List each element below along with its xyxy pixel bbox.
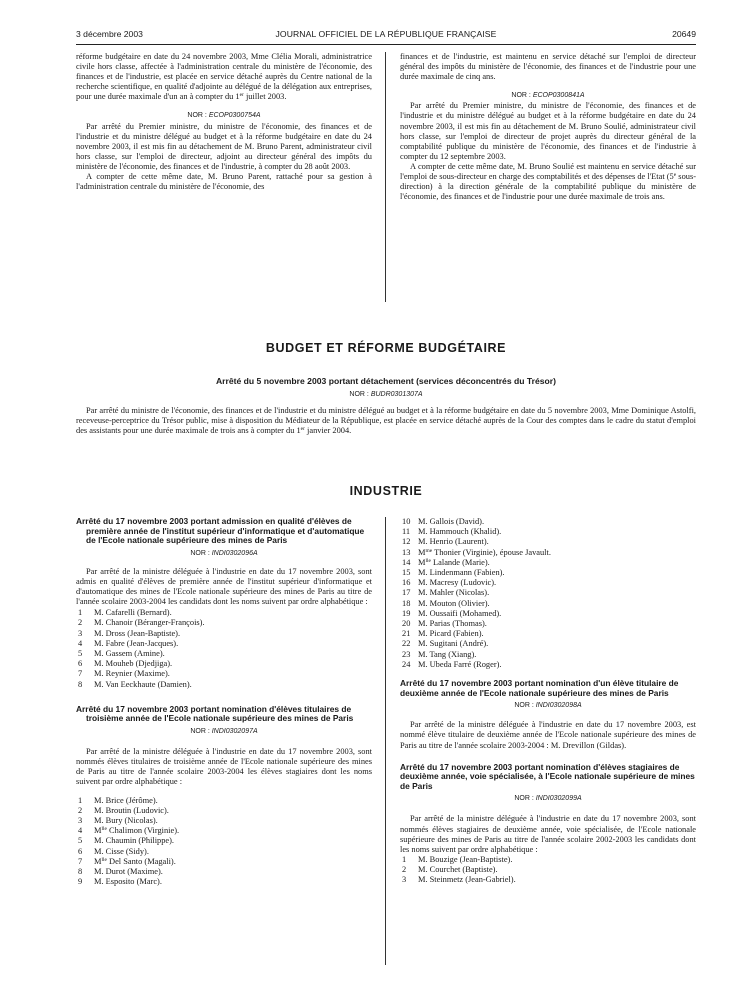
list-item-number: 1	[402, 854, 407, 864]
nor-reference: NOR : INDI0302099A	[514, 795, 582, 803]
list-item-name: M. Bury (Nicolas).	[94, 815, 158, 825]
list-item-name: M. Gassem (Amine).	[94, 649, 165, 659]
paragraph: Par arrêté du ministre de l'économie, des finances et de l'industrie et du ministre délégué au budget et à la réforme budgétaire en date du 5 novembre 2003, Mme Dominique Astolfi, receveuse-perceptrice du Trésor public, mise à disposition du Médiateur de la République, est placée en service détaché auprès de la Cour des comptes dans le cadre du statut d'emploi des assistants pour une durée maximale de trois ans à compter du 1er janvier 2004.	[76, 406, 696, 436]
section-title-budget: BUDGET ET RÉFORME BUDGÉTAIRE	[265, 341, 507, 355]
industrie-right-column	[400, 517, 696, 885]
list-item-number: 6	[78, 659, 83, 669]
list-item-number: 10	[402, 517, 411, 526]
list-item-number: 8	[78, 866, 83, 876]
list-item	[76, 659, 372, 669]
paragraph: A compter de cette même date, M. Bruno Soulié est maintenu en service détaché sur l'emploi de sous-directeur en charge des comptabilités et des dépenses de l'Etat (5e sous-direction) à la direction générale de la comptabilité publique du ministère de l'économie, des finances et de l'industrie pour une durée maximale de trois ans.	[400, 161, 696, 202]
list-item	[400, 537, 696, 547]
column-divider	[385, 517, 386, 965]
arrete-title: Arrêté du 17 novembre 2003 portant nomination d'un élève titulaire de deuxième année de l'Ecole nationale supérieure des mines de Paris	[400, 678, 679, 698]
list-item-number: 5	[78, 836, 83, 846]
arrete-title: Arrêté du 17 novembre 2003 portant admission en qualité d'élèves de première année de l'institut supérieur d'informatique et d'automatique de l'Ecole nationale supérieure des mines de Paris	[76, 516, 365, 546]
list-item-number: 2	[78, 805, 83, 815]
list-item	[76, 629, 372, 639]
list-item	[76, 639, 372, 649]
list-item-name: M. Broutin (Ludovic).	[94, 805, 169, 815]
nor-reference: NOR : BUDR0301307A	[349, 391, 423, 398]
arrete-title: Arrêté du 5 novembre 2003 portant détachement (services déconcentrés du Trésor)	[215, 376, 557, 386]
paragraph: Par arrêté du Premier ministre, du ministre de l'économie, des finances et de l'industrie et du ministre délégué au budget et à la réforme budgétaire en date du 24 novembre 2003, il est mis fin au détachement de M. Bruno Parent, administrateur civil hors classe, sur l'emploi de directeur, adjoint au directeur général des impôts du ministère de l'économie, des finances et de l'industrie, à compter du 28 août 2003.	[76, 121, 372, 171]
list-item	[76, 669, 372, 679]
list-item	[400, 629, 696, 639]
list-item	[400, 588, 696, 598]
list-item	[400, 599, 696, 609]
list-item	[400, 517, 696, 527]
name-list	[400, 517, 696, 670]
list-item-number: 11	[402, 527, 411, 537]
top-left-column	[76, 52, 372, 192]
paragraph: Par arrêté du Premier ministre, du ministre de l'économie, des finances et de l'industrie et du ministre délégué au budget et à la réforme budgétaire en date du 24 novembre 2003, il est mis fin au détachement de M. Bruno Soulié, administrateur civil hors classe, sur l'emploi de directeur de projet auprès du directeur général de la comptabilité publique du ministère de l'économie, des finances et de l'industrie à compter du 12 septembre 2003.	[400, 101, 696, 161]
paragraph: Par arrêté de la ministre déléguée à l'industrie en date du 17 novembre 2003, sont admis en qualité d'élèves de première année de l'institut supérieur d'informatique et d'automatique des mines de l'Ecole nationale supérieure des mines de Paris au titre de l'année scolaire 2003-2004 les candidats dont les noms suivent par ordre alphabétique :	[76, 566, 372, 607]
list-item	[400, 619, 696, 629]
running-header	[76, 29, 696, 43]
list-item-number: 13	[402, 547, 411, 557]
list-item-number: 9	[78, 877, 83, 887]
list-item-name: M. Oussaifi (Mohamed).	[418, 608, 502, 618]
list-item-name: M. Esposito (Marc).	[94, 877, 162, 887]
list-item-number: 23	[402, 649, 411, 659]
header-date: 3 décembre 2003	[76, 29, 143, 39]
list-item-number: 3	[78, 815, 83, 825]
list-item	[76, 608, 372, 618]
list-item-number: 12	[402, 537, 411, 547]
name-list	[76, 796, 372, 888]
list-item-number: 1	[78, 795, 83, 805]
list-item-name: M. Fabre (Jean-Jacques).	[94, 638, 179, 648]
list-item	[76, 680, 372, 690]
list-item	[76, 816, 372, 826]
list-item	[76, 836, 372, 846]
list-item	[76, 857, 372, 867]
list-item-number: 14	[402, 557, 411, 567]
nor-reference: NOR : INDI0302097A	[190, 728, 258, 736]
list-item-name: M. Cafarelli (Bernard).	[94, 608, 172, 618]
list-item	[400, 609, 696, 619]
list-item-number: 5	[78, 649, 83, 659]
list-item-name: M. Durot (Maxime).	[94, 866, 163, 876]
list-item	[76, 649, 372, 659]
list-item-number: 7	[78, 669, 83, 679]
list-item	[400, 639, 696, 649]
name-list	[76, 608, 372, 690]
column-divider	[385, 52, 386, 302]
list-item-number: 2	[402, 865, 407, 875]
paragraph: Par arrêté de la ministre déléguée à l'industrie en date du 17 novembre 2003, sont nommés élèves titulaires de troisième année de l'Ecole nationale supérieure des mines de Paris au titre de l'année scolaire 2003-2004 les élèves stagiaires dont les noms suivent par ordre alphabétique :	[76, 747, 372, 787]
list-item	[76, 618, 372, 628]
list-item	[400, 548, 696, 558]
arrete-title: Arrêté du 17 novembre 2003 portant nomination d'élèves stagiaires de deuxième année, voie spécialisée, à l'Ecole nationale supérieure de mines de Paris	[400, 761, 695, 791]
list-item	[400, 568, 696, 578]
list-item-name: $M^{lle}$ Lalande (Marie).	[418, 557, 490, 567]
list-item-number: 17	[402, 588, 411, 598]
list-item-number: 4	[78, 638, 83, 648]
paragraph: Par arrêté de la ministre déléguée à l'industrie en date du 17 novembre 2003, sont nommés élèves stagiaires de deuxième année, voie spécialisée, de l'Ecole nationale supérieure des mines de Paris au titre de l'année scolaire 2002-2003 les candidats dont les noms suivent par ordre alphabétique :	[400, 814, 696, 854]
header-journal-title: JOURNAL OFFICIEL DE LA RÉPUBLIQUE FRANÇAISE	[275, 29, 497, 39]
list-item	[400, 875, 696, 885]
paragraph: A compter de cette même date, M. Bruno Parent, rattaché pour sa gestion à l'administration centrale du ministère de l'économie, des	[76, 172, 372, 192]
list-item-name: M. Henrio (Laurent).	[418, 537, 489, 547]
arrete-title: Arrêté du 17 novembre 2003 portant nomination d'élèves titulaires de troisième année de l'Ecole nationale supérieure des mines de Paris	[76, 703, 354, 724]
nor-reference: NOR : ECOP0300841A	[511, 92, 585, 100]
industrie-left-column	[76, 517, 372, 887]
paragraph: Par arrêté de la ministre déléguée à l'industrie en date du 17 novembre 2003, est nommé élève titulaire de deuxième année de l'Ecole nationale supérieure des mines de Paris au titre de l'année scolaire 2003-2004 : M. Drevillon (Gildas).	[400, 720, 696, 750]
list-item-name: M. Sugitani (André).	[418, 639, 489, 649]
list-item-number: 19	[402, 608, 411, 618]
list-item-number: 15	[402, 568, 411, 578]
list-item-name: M. Chanoir (Béranger-François).	[94, 618, 205, 628]
list-item-name: M. Tang (Xiang).	[418, 649, 477, 659]
paragraph: finances et de l'industrie, est maintenu en service détaché sur l'emploi de directeur général des impôts du ministère de l'économie, des finances et de l'industrie pour une durée maximale de cinq ans.	[400, 52, 696, 82]
list-item-number: 7	[78, 856, 83, 866]
list-item	[400, 558, 696, 568]
top-right-column	[400, 52, 696, 202]
list-item	[400, 855, 696, 865]
list-item-name: M. Cisse (Sidy).	[94, 846, 149, 856]
list-item-number: 22	[402, 639, 411, 649]
list-item-name: M. Courchet (Baptiste).	[418, 865, 498, 875]
list-item-number: 21	[402, 629, 411, 639]
list-item	[400, 660, 696, 670]
list-item-number: 2	[78, 618, 83, 628]
list-item-name: M. Gallois (David).	[418, 517, 485, 526]
list-item-name: $M^{lle}$ Chalimon (Virginie).	[94, 826, 180, 836]
list-item-name: M. Mouheb (Djedjiga).	[94, 659, 173, 669]
list-item	[76, 796, 372, 806]
list-item-name: M. Ubeda Farré (Roger).	[418, 659, 502, 669]
nor-reference: NOR : ECOP0300754A	[187, 112, 261, 120]
list-item	[400, 578, 696, 588]
list-item-name: M. Mahler (Nicolas).	[418, 588, 490, 598]
list-item-number: 20	[402, 619, 411, 629]
list-item-number: 8	[78, 679, 83, 689]
header-page-number: 20649	[672, 29, 696, 39]
list-item-number: 1	[78, 608, 83, 618]
list-item-name: M. Chaumin (Philippe).	[94, 836, 175, 846]
list-item	[76, 806, 372, 816]
nor-reference: NOR : INDI0302096A	[190, 549, 258, 557]
list-item-name: M. Parias (Thomas).	[418, 619, 487, 629]
list-item-number: 18	[402, 598, 411, 608]
list-item	[76, 867, 372, 877]
list-item-name: M. Lindenmann (Fabien).	[418, 568, 505, 578]
list-item-number: 3	[78, 628, 83, 638]
list-item	[400, 527, 696, 537]
list-item-number: 24	[402, 659, 411, 669]
list-item	[76, 847, 372, 857]
list-item-name: $M^{me}$ Thonier (Virginie), épouse Javault.	[418, 547, 551, 557]
list-item-name: M. Brice (Jérôme).	[94, 795, 158, 805]
list-item-number: 4	[78, 826, 83, 836]
header-rule	[76, 44, 696, 45]
paragraph: réforme budgétaire en date du 24 novembre 2003, Mme Clélia Morali, administratrice civile hors classe, affectée à l'administration centrale du ministère de l'économie, des finances et de l'industrie, est placée en service détaché auprès du Centre national de la recherche scientifique, en qualité d'adjointe au délégué de la délégation aux entreprises, pour une durée maximale d'un an à compter du 1er juillet 2003.	[76, 52, 372, 102]
list-item-name: M. Dross (Jean-Baptiste).	[94, 628, 181, 638]
name-list	[400, 855, 696, 886]
list-item-name: $M^{lle}$ Del Santo (Magali).	[94, 856, 176, 866]
list-item	[76, 877, 372, 887]
list-item-number: 16	[402, 578, 411, 588]
list-item-name: M. Reynier (Maxime).	[94, 669, 170, 679]
list-item-name: M. Mouton (Olivier).	[418, 598, 490, 608]
list-item-number: 6	[78, 846, 83, 856]
list-item-name: M. Hammouch (Khalid).	[418, 527, 502, 537]
list-item	[400, 650, 696, 660]
list-item	[76, 826, 372, 836]
list-item-name: M. Steinmetz (Jean-Gabriel).	[418, 875, 516, 885]
list-item-name: M. Picard (Fabien).	[418, 629, 484, 639]
budget-body	[76, 406, 696, 436]
list-item-name: M. Macresy (Ludovic).	[418, 578, 497, 588]
list-item-number: 3	[402, 875, 407, 885]
list-item-name: M. Bouzige (Jean-Baptiste).	[418, 854, 513, 864]
list-item	[400, 865, 696, 875]
list-item-name: M. Van Eeckhaute (Damien).	[94, 679, 192, 689]
section-title-industrie: INDUSTRIE	[349, 484, 423, 498]
nor-reference: NOR : INDI0302098A	[514, 702, 582, 710]
